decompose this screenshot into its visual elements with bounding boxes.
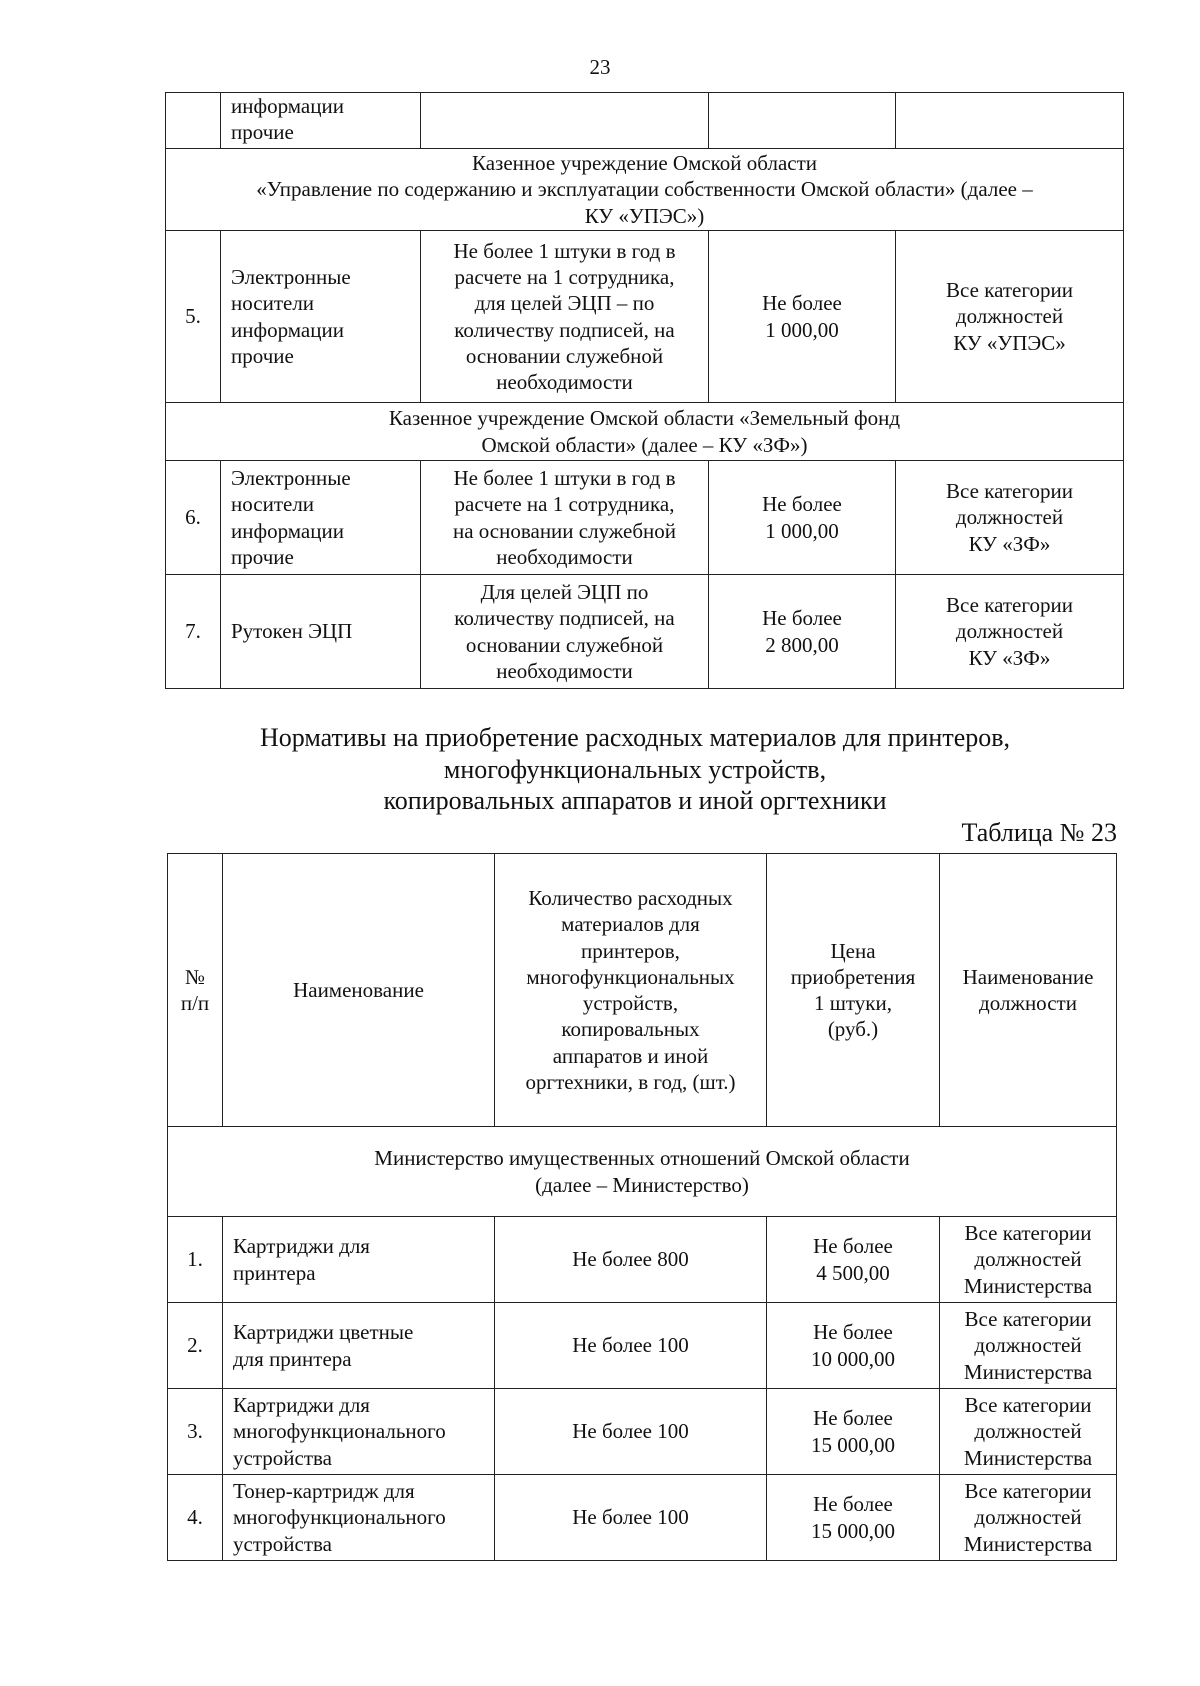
position-cell bbox=[896, 93, 1124, 149]
price-cell: Не более 15 000,00 bbox=[767, 1389, 940, 1475]
table-label: Таблица № 23 bbox=[961, 818, 1117, 847]
num-cell: 6. bbox=[166, 461, 221, 575]
qty-cell bbox=[421, 93, 709, 149]
position-cell: Все категории должностей Министерства bbox=[940, 1389, 1117, 1475]
table-row bbox=[166, 93, 1124, 149]
table-row bbox=[168, 1475, 1117, 1561]
qty-cell: Не более 1 штуки в год в расчете на 1 сотрудника, на основании служебной необходимости bbox=[421, 461, 709, 575]
position-cell: Все категории должностей Министерства bbox=[940, 1217, 1117, 1303]
num-cell: 7. bbox=[166, 575, 221, 689]
name-cell: Картриджи для многофункционального устройства bbox=[223, 1389, 495, 1475]
position-cell: Все категории должностей Министерства bbox=[940, 1303, 1117, 1389]
qty-cell: Не более 100 bbox=[495, 1475, 767, 1561]
group-title-row bbox=[168, 1127, 1117, 1217]
page-number: 23 bbox=[589, 55, 611, 79]
name-cell: Картриджи для принтера bbox=[223, 1217, 495, 1303]
price-cell: Не более 4 500,00 bbox=[767, 1217, 940, 1303]
price-cell: Не более 1 000,00 bbox=[709, 231, 896, 403]
num-cell: 3. bbox=[168, 1389, 223, 1475]
price-cell: Не более 15 000,00 bbox=[767, 1475, 940, 1561]
consumables-table bbox=[167, 853, 1117, 1561]
name-cell: Тонер-картридж для многофункционального устройства bbox=[223, 1475, 495, 1561]
price-cell bbox=[709, 93, 896, 149]
name-cell: информации прочие bbox=[221, 93, 421, 149]
qty-cell: Не более 100 bbox=[495, 1389, 767, 1475]
qty-cell: Не более 1 штуки в год в расчете на 1 сотрудника, для целей ЭЦП – по количеству подписей, на основании служебной необходимости bbox=[421, 231, 709, 403]
group-title-row bbox=[166, 403, 1124, 461]
group-title: Казенное учреждение Омской области «Земельный фонд Омской области» (далее – КУ «ЗФ») bbox=[166, 403, 1124, 461]
name-cell: Рутокен ЭЦП bbox=[221, 575, 421, 689]
table-row bbox=[168, 1217, 1117, 1303]
qty-cell: Для целей ЭЦП по количеству подписей, на основании служебной необходимости bbox=[421, 575, 709, 689]
table-row bbox=[166, 575, 1124, 689]
table-row bbox=[168, 1389, 1117, 1475]
continuation-table bbox=[165, 92, 1124, 689]
position-cell: Все категории должностей КУ «ЗФ» bbox=[896, 461, 1124, 575]
group-title: Министерство имущественных отношений Омской области (далее – Министерство) bbox=[168, 1127, 1117, 1217]
table-row bbox=[166, 231, 1124, 403]
header-price: Цена приобретения 1 штуки, (руб.) bbox=[767, 854, 940, 1127]
header-name: Наименование bbox=[223, 854, 495, 1127]
section-heading: Нормативы на приобретение расходных материалов для принтеров, многофункциональных устройств, копировальных аппаратов и иной оргтехники bbox=[259, 723, 1011, 816]
table-row bbox=[166, 461, 1124, 575]
name-cell: Электронные носители информации прочие bbox=[221, 231, 421, 403]
num-cell: 1. bbox=[168, 1217, 223, 1303]
num-cell: 4. bbox=[168, 1475, 223, 1561]
qty-cell: Не более 100 bbox=[495, 1303, 767, 1389]
header-position: Наименование должности bbox=[940, 854, 1117, 1127]
price-cell: Не более 1 000,00 bbox=[709, 461, 896, 575]
header-row bbox=[168, 854, 1117, 1127]
price-cell: Не более 2 800,00 bbox=[709, 575, 896, 689]
num-cell: 2. bbox=[168, 1303, 223, 1389]
name-cell: Электронные носители информации прочие bbox=[221, 461, 421, 575]
header-num: № п/п bbox=[168, 854, 223, 1127]
group-title-row bbox=[166, 149, 1124, 231]
table-row bbox=[168, 1303, 1117, 1389]
position-cell: Все категории должностей Министерства bbox=[940, 1475, 1117, 1561]
num-cell bbox=[166, 93, 221, 149]
header-qty: Количество расходных материалов для принтеров, многофункциональных устройств, копировальных аппаратов и иной оргтехники, в год, (шт.) bbox=[495, 854, 767, 1127]
position-cell: Все категории должностей КУ «УПЭС» bbox=[896, 231, 1124, 403]
group-title: Казенное учреждение Омской области «Управление по содержанию и эксплуатации собственности Омской области» (далее – КУ «УПЭС») bbox=[166, 149, 1124, 231]
position-cell: Все категории должностей КУ «ЗФ» bbox=[896, 575, 1124, 689]
num-cell: 5. bbox=[166, 231, 221, 403]
name-cell: Картриджи цветные для принтера bbox=[223, 1303, 495, 1389]
qty-cell: Не более 800 bbox=[495, 1217, 767, 1303]
price-cell: Не более 10 000,00 bbox=[767, 1303, 940, 1389]
